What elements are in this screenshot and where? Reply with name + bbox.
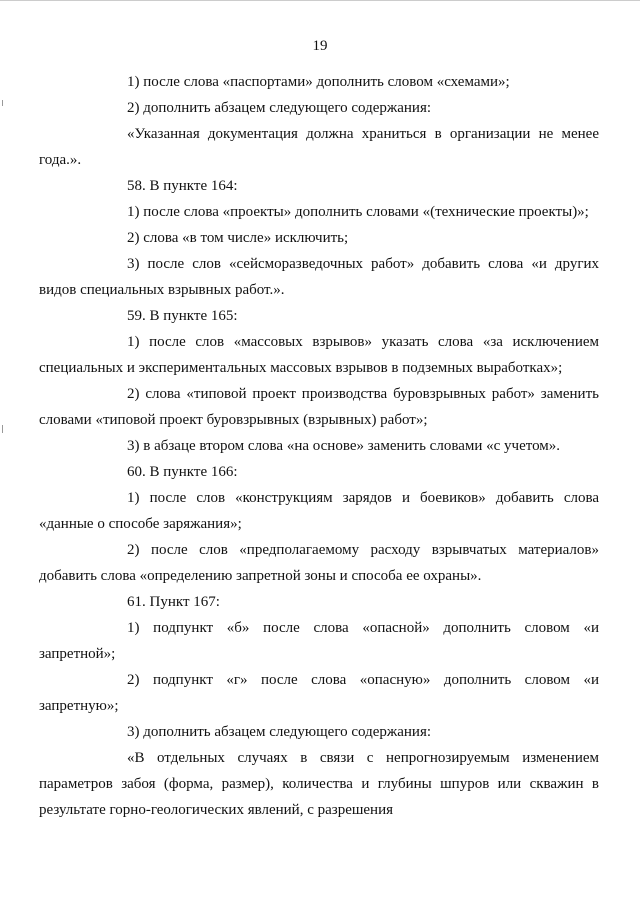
paragraph: «Указанная документация должна храниться в организации не менее года.». xyxy=(39,126,599,168)
page-top-edge xyxy=(0,0,640,1)
document-body xyxy=(39,69,599,823)
page-number: 19 xyxy=(312,38,328,54)
section-heading: 60. В пункте 166: xyxy=(127,464,238,480)
scan-margin-mark xyxy=(2,425,3,433)
paragraph: 3) дополнить абзацем следующего содержания: xyxy=(127,724,432,740)
paragraph: 1) после слова «проекты» дополнить словами «(технические проекты)»; xyxy=(127,204,589,220)
paragraph: 2) слова «типовой проект производства буровзрывных работ» заменить словами «типовой проект буровзрывных (взрывных) работ»; xyxy=(39,386,599,428)
paragraph: 1) после слов «конструкциям зарядов и боевиков» добавить слова «данные о способе заряжания»; xyxy=(39,490,599,532)
scan-margin-mark xyxy=(2,100,3,106)
paragraph: 2) слова «в том числе» исключить; xyxy=(127,230,349,246)
paragraph: 1) после слова «паспортами» дополнить словом «схемами»; xyxy=(127,74,510,90)
paragraph: 1) подпункт «б» после слова «опасной» дополнить словом «и запретной»; xyxy=(39,620,599,662)
section-heading: 59. В пункте 165: xyxy=(127,308,238,324)
section-heading: 61. Пункт 167: xyxy=(127,594,220,610)
paragraph: 2) после слов «предполагаемому расходу взрывчатых материалов» добавить слова «определению запретной зоны и способа ее охраны». xyxy=(39,542,599,584)
paragraph: 2) подпункт «г» после слова «опасную» дополнить словом «и запретную»; xyxy=(39,672,599,714)
paragraph: «В отдельных случаях в связи с непрогнозируемым изменением параметров забоя (форма, размер), количества и глубины шпуров или скважин в результате горно-геологических явлений, с разрешения xyxy=(39,750,599,818)
paragraph: 3) в абзаце втором слова «на основе» заменить словами «с учетом». xyxy=(127,438,561,454)
section-heading: 58. В пункте 164: xyxy=(127,178,238,194)
paragraph: 1) после слов «массовых взрывов» указать слова «за исключением специальных и экспериментальных массовых взрывов в подземных выработках»; xyxy=(39,334,599,376)
paragraph: 2) дополнить абзацем следующего содержания: xyxy=(127,100,432,116)
paragraph: 3) после слов «сейсморазведочных работ» добавить слова «и других видов специальных взрывных работ.». xyxy=(39,256,599,298)
